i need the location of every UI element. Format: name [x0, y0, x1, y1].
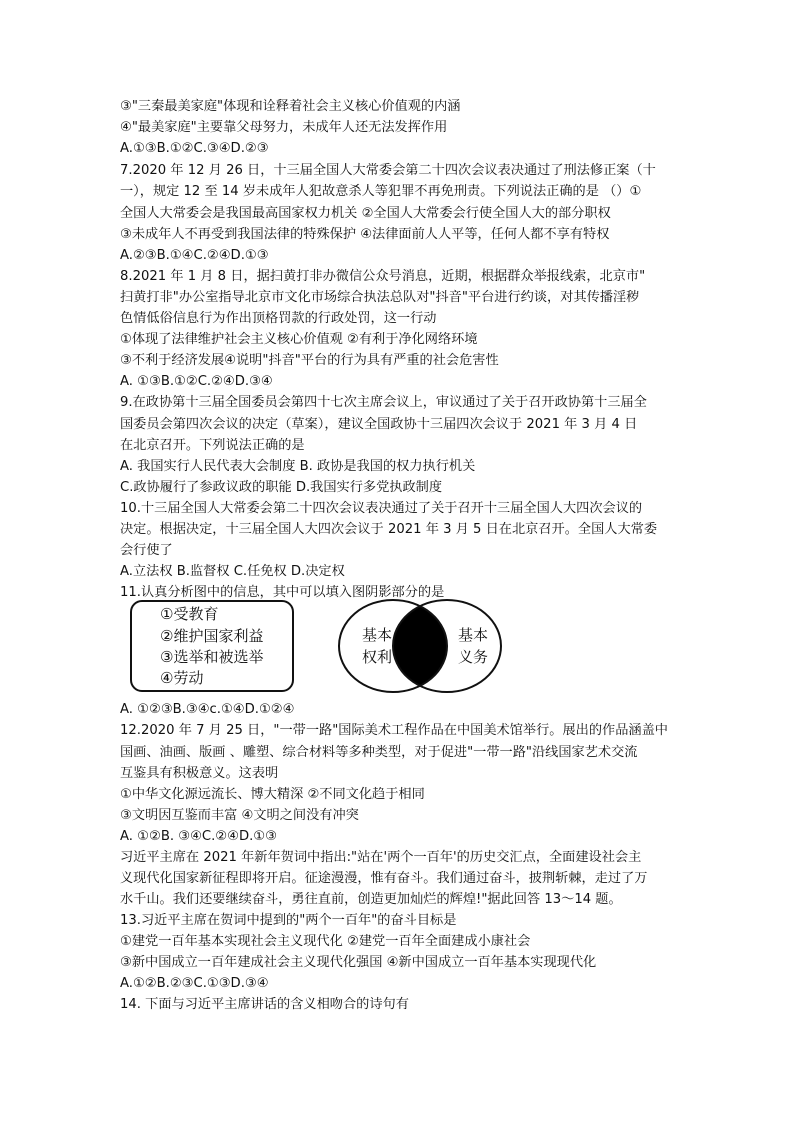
question-8: 8.2021 年 1 月 8 日，据扫黄打非办微信公众号消息，近期，根据群众举报线索，北京市" [120, 269, 646, 284]
passage: 习近平主席在 2021 年新年贺词中指出:"站在'两个一百年'的历史交汇点，全面建设社会主 [120, 850, 642, 865]
venn-diagram [335, 596, 505, 696]
text-line: ①中华文化源远流长、博大精深 ②不同文化趋于相同 [120, 787, 425, 802]
text-line: 国画、油画、版画 、雕塑、综合材料等多种类型，对于促进"一带一路"沿线国家艺术交流 [120, 745, 638, 760]
text-line: 色情低俗信息行为作出顶格罚款的行政处罚，这一行动 [120, 311, 437, 326]
text-line: 扫黄打非"办公室指导北京市文化市场综合执法总队对"抖音"平台进行约谈，对其传播淫秽 [120, 290, 640, 305]
answer-options: A.①②B.②③C.①③D.③④ [120, 976, 269, 991]
text-line: ④"最美家庭"主要靠父母努力，未成年人还无法发挥作用 [120, 120, 448, 135]
text-line: 义现代化国家新征程即将开启。征途漫漫，惟有奋斗。我们通过奋斗，披荆斩棘，走过了万 [120, 871, 648, 886]
text-line: A. 我国实行人民代表大会制度 B. 政协是我国的权力执行机关 [120, 459, 476, 474]
text-line: 全国人大常委会是我国最高国家权力机关 ②全国人大常委会行使全国人大的部分职权 [120, 206, 611, 221]
venn-left-label: 基本 权利 [361, 626, 392, 666]
answer-options: A.②③B.①④C.②④D.①③ [120, 248, 269, 263]
venn-right-label: 基本 义务 [457, 626, 488, 666]
text-line: ③未成年人不再受到我国法律的特殊保护 ④法律面前人人平等，任何人都不享有特权 [120, 227, 610, 242]
question-12: 12.2020 年 7 月 25 日，"一带一路"国际美术工程作品在中国美术馆举行。展出的作品涵盖中 [120, 723, 668, 738]
text-line: 水千山。我们还要继续奋斗，勇往直前，创造更加灿烂的辉煌!"据此回答 13～14 题。 [120, 892, 622, 907]
text-line: ①体现了法律维护社会主义核心价值观 ②有利于净化网络环境 [120, 332, 478, 347]
question-10: 10.十三届全国人大常委会第二十四次会议表决通过了关于召开十三届全国人大四次会议的 [120, 501, 643, 516]
options-box [130, 600, 294, 692]
text-line: 会行使了 [120, 543, 173, 558]
text-line: ①建党一百年基本实现社会主义现代化 ②建党一百年全面建成小康社会 [120, 934, 531, 949]
answer-options: A. ①③B.①②C.②④D.③④ [120, 374, 273, 389]
text-line: 决定。根据决定，十三届全国人大四次会议于 2021 年 3 月 5 日在北京召开。全国人大常委 [120, 522, 658, 537]
text-line: ③"三秦最美家庭"体现和诠释着社会主义核心价值观的内涵 [120, 99, 461, 114]
answer-options: A. ①②B. ③④C.②④D.①③ [120, 829, 277, 844]
question-13: 13.习近平主席在贺词中提到的"两个一百年"的奋斗目标是 [120, 913, 457, 928]
text-line: C.政协履行了参政议政的职能 D.我国实行多党执政制度 [120, 480, 443, 495]
text-line: ③文明因互鉴而丰富 ④文明之间没有冲突 [120, 808, 359, 823]
box-item: ④劳动 [160, 669, 204, 687]
answer-options: A. ①②③B.③④c.①④D.①②④ [120, 702, 295, 717]
question-9: 9.在政协第十三届全国委员会第四十七次主席会议上，审议通过了关于召开政协第十三届全 [120, 395, 647, 410]
text-line: 互鉴具有积极意义。这表明 [120, 766, 279, 781]
answer-options: A.①③B.①②C.③④D.②③ [120, 141, 269, 156]
text-line: ③不利于经济发展④说明"抖音"平台的行为具有严重的社会危害性 [120, 353, 499, 368]
text-line: 国委员会第四次会议的决定（草案），建议全国政协十三届四次会议于 2021 年 3 月 4 日 [120, 417, 638, 432]
text-line: ③新中国成立一百年建成社会主义现代化强国 ④新中国成立一百年基本实现现代化 [120, 955, 597, 970]
question-14: 14. 下面与习近平主席讲话的含义相吻合的诗句有 [120, 997, 409, 1012]
text-line: 一），规定 12 至 14 岁未成年人犯故意杀人等犯罪不再免刑责。下列说法正确的是 （）① [120, 184, 642, 199]
box-item: ③选举和被选举 [160, 648, 264, 666]
text-line: 在北京召开。下列说法正确的是 [120, 438, 305, 453]
box-item: ②维护国家利益 [160, 627, 264, 645]
question-7: 7.2020 年 12 月 26 日，十三届全国人大常委会第二十四次会议表决通过了刑法修正案（十 [120, 163, 656, 178]
answer-options: A.立法权 B.监督权 C.任免权 D.决定权 [120, 564, 345, 579]
question-11: 11.认真分析图中的信息，其中可以填入图阴影部分的是 [120, 585, 445, 600]
box-item: ①受教育 [160, 605, 219, 623]
